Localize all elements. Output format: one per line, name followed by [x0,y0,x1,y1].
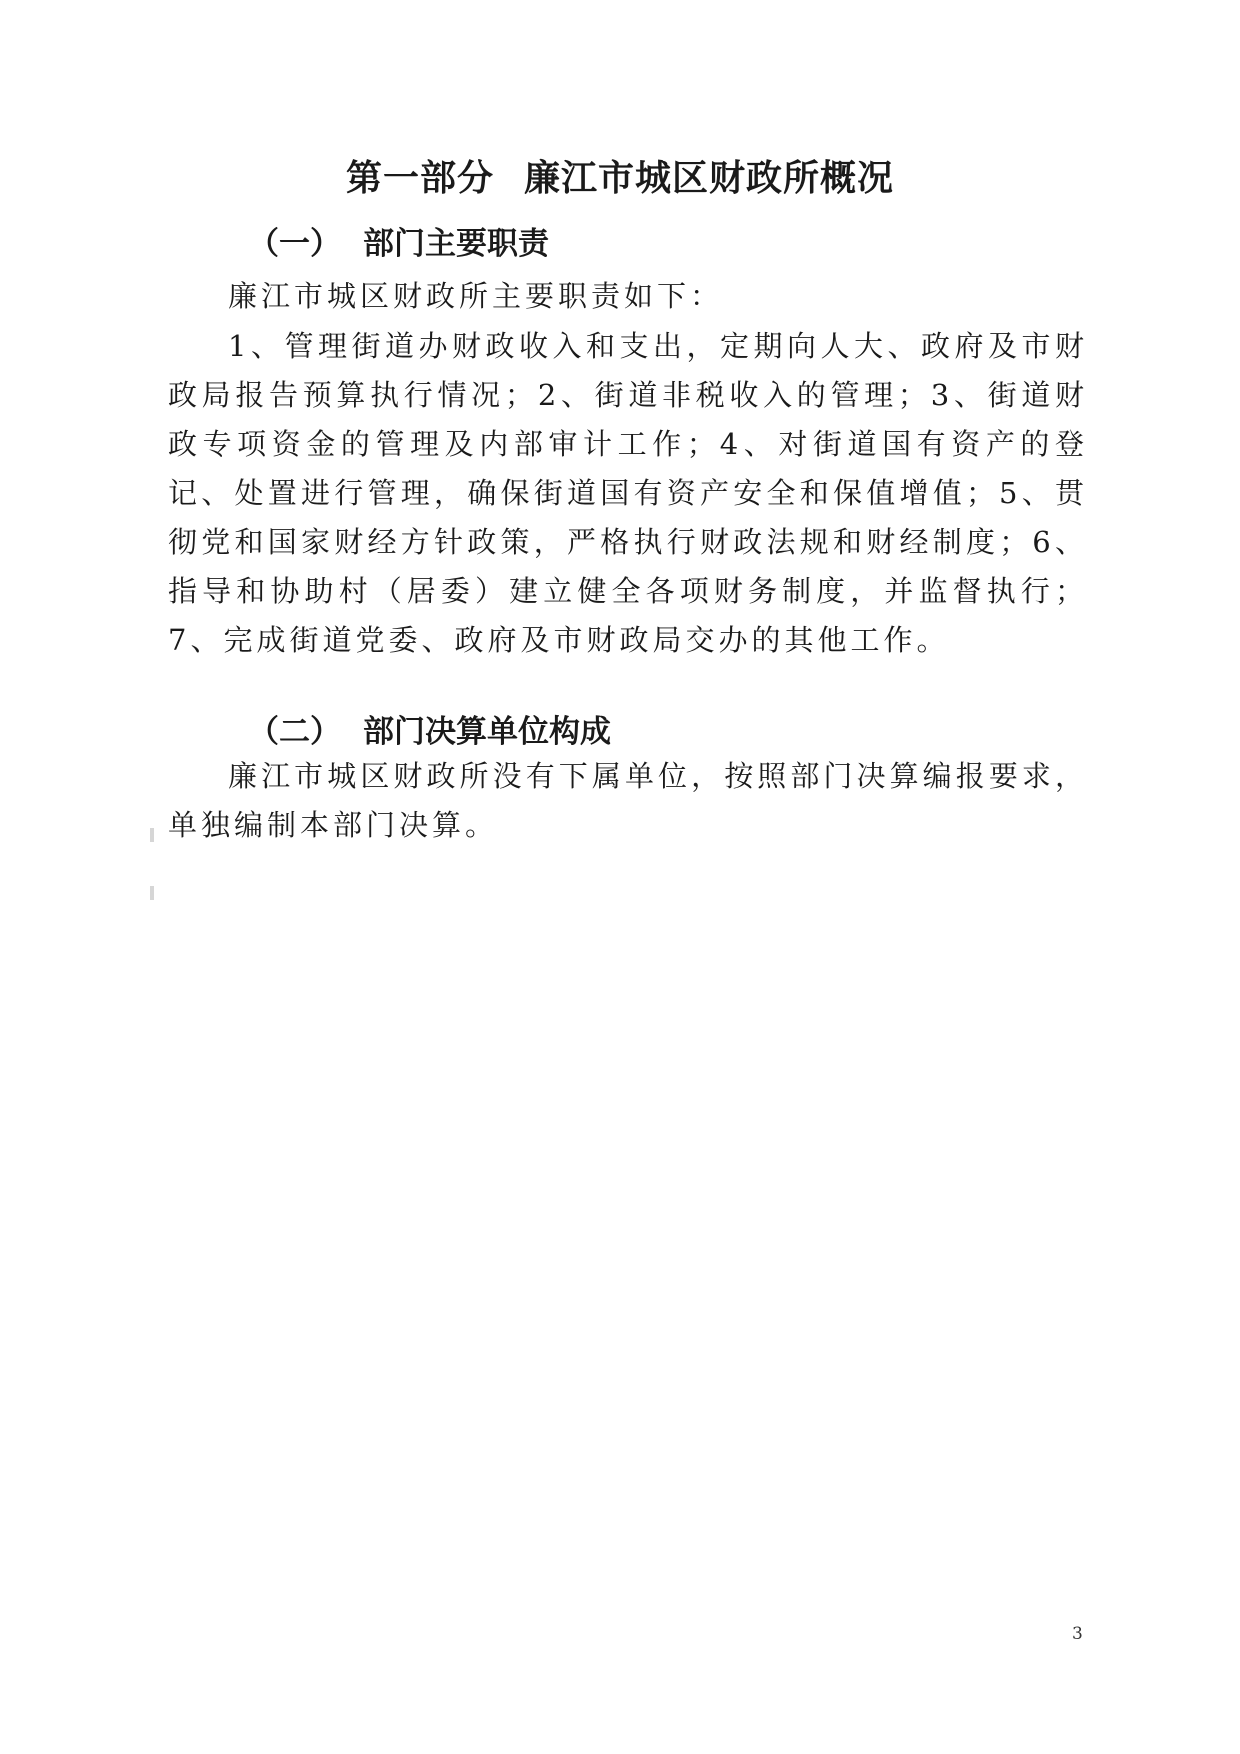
section-heading-composition [248,706,611,751]
page-number: 3 [1072,1624,1083,1644]
duties-list-paragraph: 1、管理街道办财政收入和支出，定期向人大、政府及市财政局报告预算执行情况；2、街道非税收入的管理；3、街道财政专项资金的管理及内部审计工作；4、对街道国有资产的登记、处置进行管理，确保街道国有资产安全和保值增值；5、贯彻党和国家财经方针政策，严格执行财政法规和财经制度；6、指导和协助村（居委）建立健全各项财务制度，并监督执行；7、完成街道党委、政府及市财政局交办的其他工作。 [168,329,1088,657]
scan-artifact [150,828,154,842]
scan-artifact [150,886,154,900]
composition-paragraph: 廉江市城区财政所没有下属单位，按照部门决算编报要求，单独编制本部门决算。 [168,759,1088,842]
section-heading-text: 部门决算单位构成 [363,714,611,750]
page-title [0,150,1240,201]
section-heading-duties [248,218,549,263]
section-number: （一） [248,226,341,262]
section-heading-text: 部门主要职责 [363,226,549,262]
title-part: 第一部分 [345,157,494,199]
title-main: 廉江市城区财政所概况 [524,157,895,199]
section-number: （二） [248,714,341,750]
duties-intro-paragraph: 廉江市城区财政所主要职责如下： [228,279,724,313]
